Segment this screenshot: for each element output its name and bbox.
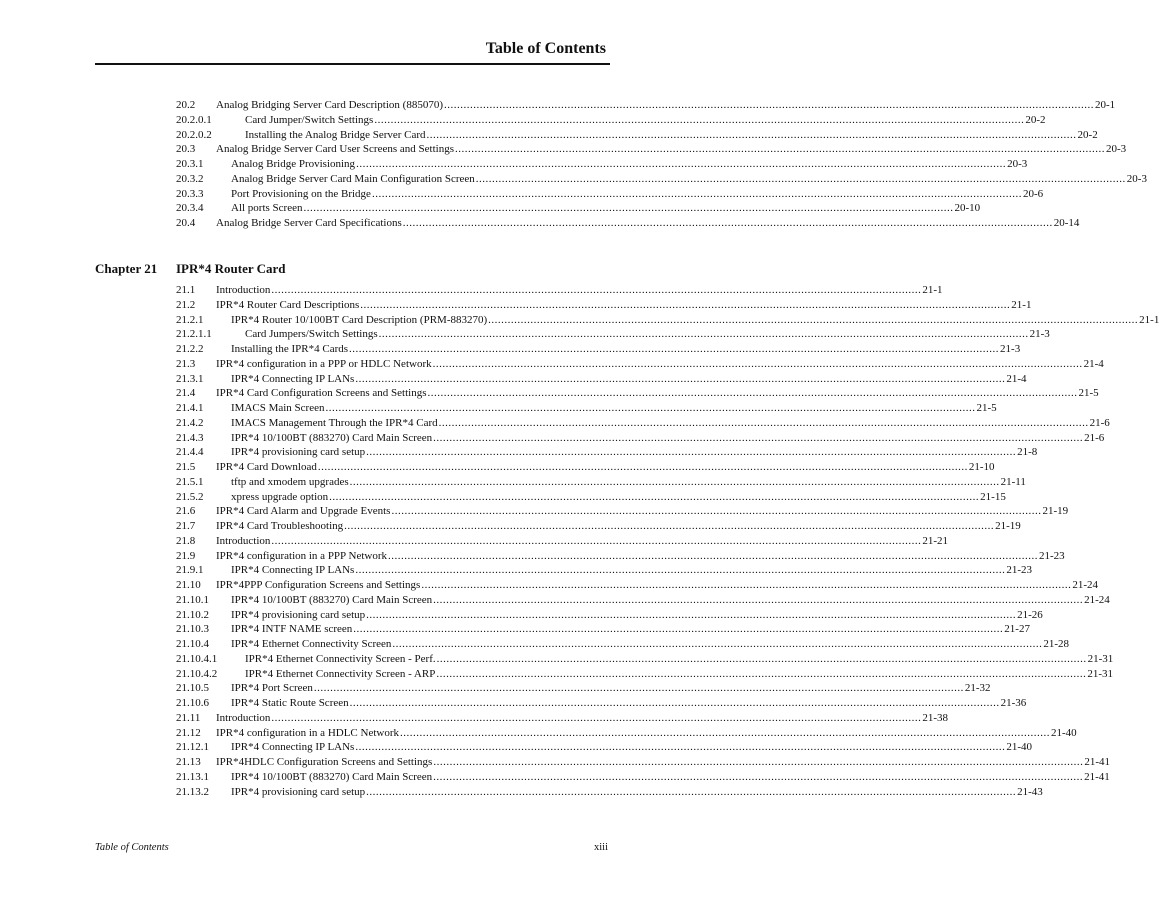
toc-entry-title: Card Jumper/Switch Settings <box>245 113 374 126</box>
toc-entry[interactable] <box>176 201 981 216</box>
toc-entry-title: IPR*4 Static Route Screen <box>231 697 349 709</box>
toc-entry[interactable] <box>176 313 1159 328</box>
toc-entry[interactable] <box>176 563 1033 578</box>
toc-entry-title: IPR*4 Card Troubleshooting <box>216 520 344 532</box>
toc-entry-page: 21-41 <box>1084 770 1110 783</box>
toc-dot-leader: ........................................................................................................................................................................................................ <box>475 172 1126 185</box>
toc-dot-leader: ........................................................................................................................................................................................................ <box>366 608 1017 621</box>
toc-dot-leader: ........................................................................................................................................................................................................ <box>366 446 1017 459</box>
toc-entry-page: 21-6 <box>1089 416 1110 429</box>
toc-entry-page: 20-2 <box>1025 113 1046 126</box>
toc-dot-leader: ........................................................................................................................................................................................................ <box>271 534 922 547</box>
toc-dot-leader: ........................................................................................................................................................................................................ <box>388 549 1038 562</box>
toc-entry-title: Analog Bridging Server Card Description (885070) <box>216 99 443 111</box>
toc-entry[interactable] <box>176 490 1006 505</box>
toc-entry[interactable] <box>176 475 1026 490</box>
toc-entry[interactable] <box>176 622 1030 637</box>
toc-entry-page: 21-43 <box>1017 785 1043 798</box>
toc-entry-title: IPR*4 configuration in a PPP or HDLC Network <box>216 357 432 370</box>
toc-entry[interactable] <box>176 740 1033 755</box>
toc-entry-title: IPR*4 10/100BT (883270) Card Main Screen <box>231 770 433 783</box>
toc-entry-number: 21.6 <box>176 505 196 518</box>
toc-entry-title: Card Jumpers/Switch Settings <box>245 328 378 341</box>
toc-entry-number: 21.13.2 <box>176 785 209 798</box>
toc-dot-leader: ........................................................................................................................................................................................................ <box>325 402 976 414</box>
toc-entry-page: 21-31 <box>1087 652 1114 665</box>
header-title: Table of Contents <box>485 40 606 57</box>
toc-entry-number: 20.2 <box>176 99 196 111</box>
toc-entry[interactable] <box>176 298 1032 313</box>
toc-entry[interactable] <box>176 785 1043 800</box>
toc-entry-page: 21-3 <box>1000 343 1021 355</box>
toc-entry-page: 21-1 <box>922 284 943 296</box>
toc-entry-page: 20-10 <box>954 202 981 215</box>
toc-dot-leader: ........................................................................................................................................................................................................ <box>427 387 1078 400</box>
toc-dot-leader: ........................................................................................................................................................................................................ <box>317 461 968 473</box>
toc-entry-number: 21.4.3 <box>176 431 204 444</box>
toc-entry[interactable] <box>176 187 1044 202</box>
toc-entry-page: 21-8 <box>1017 446 1038 459</box>
toc-entry-title: IPR*4 Ethernet Connectivity Screen <box>231 638 392 650</box>
toc-dot-leader: ........................................................................................................................................................................................................ <box>355 741 1006 754</box>
chapter-21-title: IPR*4 Router Card <box>176 261 286 276</box>
toc-entry-number: 21.2.1.1 <box>176 328 212 341</box>
toc-entry-page: 20-3 <box>1126 172 1147 185</box>
chapter-21-label: Chapter 21 <box>95 261 158 276</box>
toc-entry-page: 21-36 <box>1000 697 1027 709</box>
toc-entry-number: 21.4.4 <box>176 446 204 459</box>
toc-entry[interactable] <box>176 416 1110 431</box>
toc-entry-page: 21-4 <box>1083 357 1104 370</box>
toc-dot-leader: ........................................................................................................................................................................................................ <box>438 416 1089 429</box>
chapter-21-entry-list <box>176 283 1159 799</box>
toc-entry-page: 21-3 <box>1029 328 1050 341</box>
toc-entry-number: 21.4 <box>176 387 196 400</box>
toc-entry-title: IPR*4 INTF NAME screen <box>231 623 353 636</box>
toc-entry[interactable] <box>176 142 1127 157</box>
toc-entry-number: 21.10.3 <box>176 623 209 636</box>
toc-entry-number: 21.9.1 <box>176 564 204 577</box>
toc-dot-leader: ........................................................................................................................................................................................................ <box>391 505 1042 518</box>
toc-entry-title: IPR*4 Router 10/100BT Card Description (PRM-883270) <box>231 313 488 326</box>
toc-entry-page: 21-15 <box>980 490 1006 503</box>
toc-dot-leader: ........................................................................................................................................................................................................ <box>355 372 1006 385</box>
toc-entry-title: IPR*4 Card Configuration Screens and Settings <box>216 387 427 400</box>
toc-dot-leader: ........................................................................................................................................................................................................ <box>366 785 1017 798</box>
toc-entry-number: 21.2.2 <box>176 343 204 355</box>
toc-entry[interactable] <box>176 113 1046 128</box>
toc-entry[interactable] <box>176 534 949 549</box>
toc-entry[interactable] <box>176 652 1114 667</box>
toc-entry-title: IPR*4 provisioning card setup <box>231 446 366 459</box>
toc-entry-page: 20-14 <box>1053 217 1080 229</box>
toc-entry-title: Introduction <box>216 534 271 547</box>
toc-dot-leader: ........................................................................................................................................................................................................ <box>433 431 1084 444</box>
toc-entry[interactable] <box>176 372 1027 387</box>
toc-entry-number: 21.10.4 <box>176 638 209 650</box>
toc-entry-number: 21.8 <box>176 534 196 547</box>
toc-entry-page: 21-31 <box>1087 667 1114 680</box>
toc-entry-number: 21.7 <box>176 520 196 532</box>
toc-entry[interactable] <box>176 157 1028 172</box>
toc-entry-number: 21.2 <box>176 298 196 311</box>
toc-entry-title: IPR*4 provisioning card setup <box>231 785 366 798</box>
toc-entry-number: 20.3 <box>176 143 196 156</box>
toc-entry-number: 21.2.1 <box>176 313 204 326</box>
toc-entry-page: 21-11 <box>1000 475 1026 488</box>
toc-entry-title: Installing the IPR*4 Cards <box>231 343 349 355</box>
toc-entry-number: 21.10.4.1 <box>176 652 218 665</box>
toc-entry-title: IPR*4HDLC Configuration Screens and Settings <box>216 756 433 768</box>
toc-entry[interactable] <box>176 327 1050 342</box>
toc-entry-page: 20-6 <box>1022 187 1044 200</box>
toc-entry[interactable] <box>176 172 1147 187</box>
toc-dot-leader: ........................................................................................................................................................................................................ <box>356 158 1007 170</box>
toc-entry-title: IPR*4 10/100BT (883270) Card Main Screen <box>231 593 433 606</box>
toc-entry-number: 21.5.1 <box>176 475 204 488</box>
toc-entry-page: 21-6 <box>1084 431 1105 444</box>
toc-dot-leader: ........................................................................................................................................................................................................ <box>353 623 1004 636</box>
toc-entry[interactable] <box>176 770 1110 785</box>
toc-entry-page: 21-1 <box>1011 298 1032 311</box>
toc-entry[interactable] <box>176 755 1110 770</box>
toc-entry-number: 21.10.6 <box>176 697 209 709</box>
toc-dot-leader: ........................................................................................................................................................................................................ <box>349 343 1000 355</box>
toc-entry-page: 21-23 <box>1006 564 1033 577</box>
toc-dot-leader: ........................................................................................................................................................................................................ <box>432 357 1083 370</box>
toc-dot-leader: ........................................................................................................................................................................................................ <box>426 128 1077 141</box>
toc-entry[interactable] <box>176 401 997 416</box>
toc-entry-number: 20.3.2 <box>176 172 204 185</box>
toc-entry-title: IPR*4 Connecting IP LANs <box>231 372 355 385</box>
toc-entry[interactable] <box>176 711 949 726</box>
toc-dot-leader: ........................................................................................................................................................................................................ <box>374 113 1025 126</box>
toc-dot-leader: ........................................................................................................................................................................................................ <box>360 298 1011 311</box>
toc-dot-leader: ........................................................................................................................................................................................................ <box>433 756 1084 768</box>
toc-entry[interactable] <box>176 593 1110 608</box>
toc-entry-page: 21-40 <box>1006 741 1033 754</box>
toc-entry-title: All ports Screen <box>231 202 303 215</box>
toc-entry-title: IMACS Management Through the IPR*4 Card <box>231 416 438 429</box>
toc-entry-number: 20.3.3 <box>176 187 204 200</box>
toc-entry[interactable] <box>176 357 1104 372</box>
toc-entry-number: 20.2.0.2 <box>176 128 212 141</box>
toc-entry-page: 21-27 <box>1004 623 1030 636</box>
toc-entry-page: 21-24 <box>1084 593 1110 606</box>
toc-entry-page: 21-4 <box>1006 372 1027 385</box>
toc-dot-leader: ........................................................................................................................................................................................................ <box>349 697 1000 709</box>
toc-entry-page: 20-3 <box>1007 158 1028 170</box>
toc-entry-title: IPR*4 Ethernet Connectivity Screen - Perf. <box>245 652 436 665</box>
toc-dot-leader: ........................................................................................................................................................................................................ <box>329 490 980 503</box>
toc-entry[interactable] <box>176 98 1116 113</box>
toc-dot-leader: ........................................................................................................................................................................................................ <box>392 638 1043 650</box>
toc-entry-page: 21-28 <box>1043 638 1070 650</box>
toc-dot-leader: ........................................................................................................................................................................................................ <box>443 99 1094 111</box>
toc-entry-number: 21.12 <box>176 726 201 739</box>
toc-dot-leader: ........................................................................................................................................................................................................ <box>303 202 954 215</box>
toc-entry[interactable] <box>176 696 1027 711</box>
toc-entry-page: 21-10 <box>968 461 995 473</box>
toc-entry-title: IPR*4 Ethernet Connectivity Screen - ARP <box>245 667 436 680</box>
toc-entry-number: 21.4.2 <box>176 416 204 429</box>
toc-entry-number: 21.1 <box>176 284 196 296</box>
toc-entry-page: 21-21 <box>922 534 949 547</box>
toc-entry-page: 20-2 <box>1077 128 1098 141</box>
toc-entry-number: 20.3.4 <box>176 202 204 215</box>
toc-entry-page: 21-26 <box>1017 608 1043 621</box>
toc-dot-leader: ........................................................................................................................................................................................................ <box>378 328 1029 341</box>
toc-entry-number: 21.13 <box>176 756 201 768</box>
toc-dot-leader: ........................................................................................................................................................................................................ <box>436 667 1087 680</box>
toc-dot-leader: ........................................................................................................................................................................................................ <box>271 711 922 724</box>
toc-entry[interactable] <box>176 128 1098 143</box>
toc-entry-page: 21-24 <box>1072 579 1098 591</box>
toc-entry-page: 21-41 <box>1084 756 1110 768</box>
toc-entry[interactable] <box>176 445 1038 460</box>
toc-entry-number: 21.10.4.2 <box>176 667 218 680</box>
toc-entry-title: Port Provisioning on the Bridge <box>231 187 371 200</box>
toc-dot-leader: ........................................................................................................................................................................................................ <box>271 284 922 296</box>
toc-entry-title: Introduction <box>216 284 271 296</box>
toc-entry-number: 21.3.1 <box>176 372 204 385</box>
toc-entry-number: 21.5 <box>176 461 196 473</box>
header-rule <box>95 63 610 65</box>
toc-dot-leader: ........................................................................................................................................................................................................ <box>421 579 1072 591</box>
toc-entry-title: xpress upgrade option <box>231 490 329 503</box>
chapter-21-section <box>176 283 1159 799</box>
toc-entry[interactable] <box>176 726 1077 741</box>
toc-entry[interactable] <box>176 504 1069 519</box>
footer-title: Table of Contents <box>95 842 169 853</box>
toc-entry-title: IPR*4 configuration in a HDLC Network <box>216 726 399 739</box>
toc-entry-title: Analog Bridge Server Card User Screens and Settings <box>216 143 454 156</box>
toc-entry-title: IPR*4 Card Alarm and Upgrade Events <box>216 505 391 518</box>
toc-dot-leader: ........................................................................................................................................................................................................ <box>433 593 1084 606</box>
toc-entry-title: tftp and xmodem upgrades <box>231 475 349 488</box>
toc-entry-title: IPR*4 Connecting IP LANs <box>231 564 355 577</box>
toc-entry-number: 20.3.1 <box>176 158 204 170</box>
toc-dot-leader: ........................................................................................................................................................................................................ <box>349 475 1000 488</box>
toc-entry-number: 21.4.1 <box>176 402 204 414</box>
footer-page-number: xiii <box>593 842 608 853</box>
toc-entry-title: IMACS Main Screen <box>231 402 325 414</box>
toc-entry-title: IPR*4 configuration in a PPP Network <box>216 549 387 562</box>
toc-entry-title: Introduction <box>216 711 271 724</box>
toc-entry-page: 21-32 <box>964 682 991 695</box>
toc-entry-number: 21.5.2 <box>176 490 204 503</box>
toc-entry-page: 21-5 <box>976 402 997 414</box>
toc-entry-title: IPR*4 Card Download <box>216 461 317 473</box>
toc-dot-leader: ........................................................................................................................................................................................................ <box>355 564 1006 577</box>
toc-entry-number: 20.2.0.1 <box>176 113 212 126</box>
toc-entry[interactable] <box>176 549 1065 564</box>
toc-entry-number: 21.10.5 <box>176 682 209 695</box>
toc-entry-number: 21.11 <box>176 711 201 724</box>
toc-entry-page: 21-23 <box>1039 549 1065 562</box>
toc-entry-number: 21.3 <box>176 357 196 370</box>
toc-entry[interactable] <box>176 667 1114 682</box>
toc-dot-leader: ........................................................................................................................................................................................................ <box>433 770 1084 783</box>
toc-entry-title: Installing the Analog Bridge Server Card <box>245 128 426 141</box>
toc-entry-title: IPR*4 Port Screen <box>231 682 313 695</box>
toc-dot-leader: ........................................................................................................................................................................................................ <box>454 143 1105 156</box>
toc-entry-page: 21-19 <box>995 520 1021 532</box>
toc-entry-number: 21.12.1 <box>176 741 209 754</box>
toc-entry-number: 21.10.2 <box>176 608 209 621</box>
toc-entry[interactable] <box>176 681 991 696</box>
toc-entry-page: 21-5 <box>1078 387 1099 400</box>
toc-entry[interactable] <box>176 216 1080 231</box>
chapter-20-section <box>176 98 1147 231</box>
toc-dot-leader: ........................................................................................................................................................................................................ <box>402 217 1053 229</box>
toc-entry-title: IPR*4 10/100BT (883270) Card Main Screen <box>231 431 433 444</box>
toc-entry[interactable] <box>176 342 1021 357</box>
chapter-20-entry-list <box>176 98 1147 231</box>
toc-entry-title: IPR*4 provisioning card setup <box>231 608 366 621</box>
toc-entry[interactable] <box>176 386 1099 401</box>
toc-dot-leader: ........................................................................................................................................................................................................ <box>436 652 1087 665</box>
toc-dot-leader: ........................................................................................................................................................................................................ <box>313 682 964 695</box>
toc-entry-page: 21-40 <box>1051 726 1077 739</box>
toc-entry-title: Analog Bridge Server Card Main Configuration Screen <box>231 172 475 185</box>
toc-dot-leader: ........................................................................................................................................................................................................ <box>371 187 1022 200</box>
toc-entry-page: 21-1 <box>1139 313 1159 326</box>
toc-dot-leader: ........................................................................................................................................................................................................ <box>400 726 1050 739</box>
toc-entry-number: 21.13.1 <box>176 770 209 783</box>
toc-dot-leader: ........................................................................................................................................................................................................ <box>344 520 995 532</box>
toc-entry-title: Analog Bridge Server Card Specifications <box>216 217 402 229</box>
toc-entry[interactable] <box>176 519 1021 534</box>
toc-entry-title: Analog Bridge Provisioning <box>231 158 356 170</box>
toc-entry[interactable] <box>176 578 1098 593</box>
toc-entry-number: 20.4 <box>176 217 196 229</box>
toc-entry-title: IPR*4 Router Card Descriptions <box>216 298 360 311</box>
toc-entry[interactable] <box>176 431 1105 446</box>
toc-entry-page: 20-3 <box>1105 143 1127 156</box>
toc-entry[interactable] <box>176 460 995 475</box>
toc-entry-number: 21.10 <box>176 579 201 591</box>
toc-entry-page: 21-38 <box>922 711 949 724</box>
toc-dot-leader: ........................................................................................................................................................................................................ <box>488 313 1139 326</box>
toc-entry-title: IPR*4 Connecting IP LANs <box>231 741 355 754</box>
toc-entry-page: 21-19 <box>1042 505 1069 518</box>
toc-entry[interactable] <box>176 283 943 298</box>
toc-entry-number: 21.9 <box>176 549 196 562</box>
toc-entry-title: IPR*4PPP Configuration Screens and Settings <box>216 579 421 591</box>
toc-entry-page: 20-1 <box>1094 99 1116 111</box>
toc-entry-number: 21.10.1 <box>176 593 209 606</box>
toc-entry[interactable] <box>176 608 1043 623</box>
toc-entry[interactable] <box>176 637 1070 652</box>
